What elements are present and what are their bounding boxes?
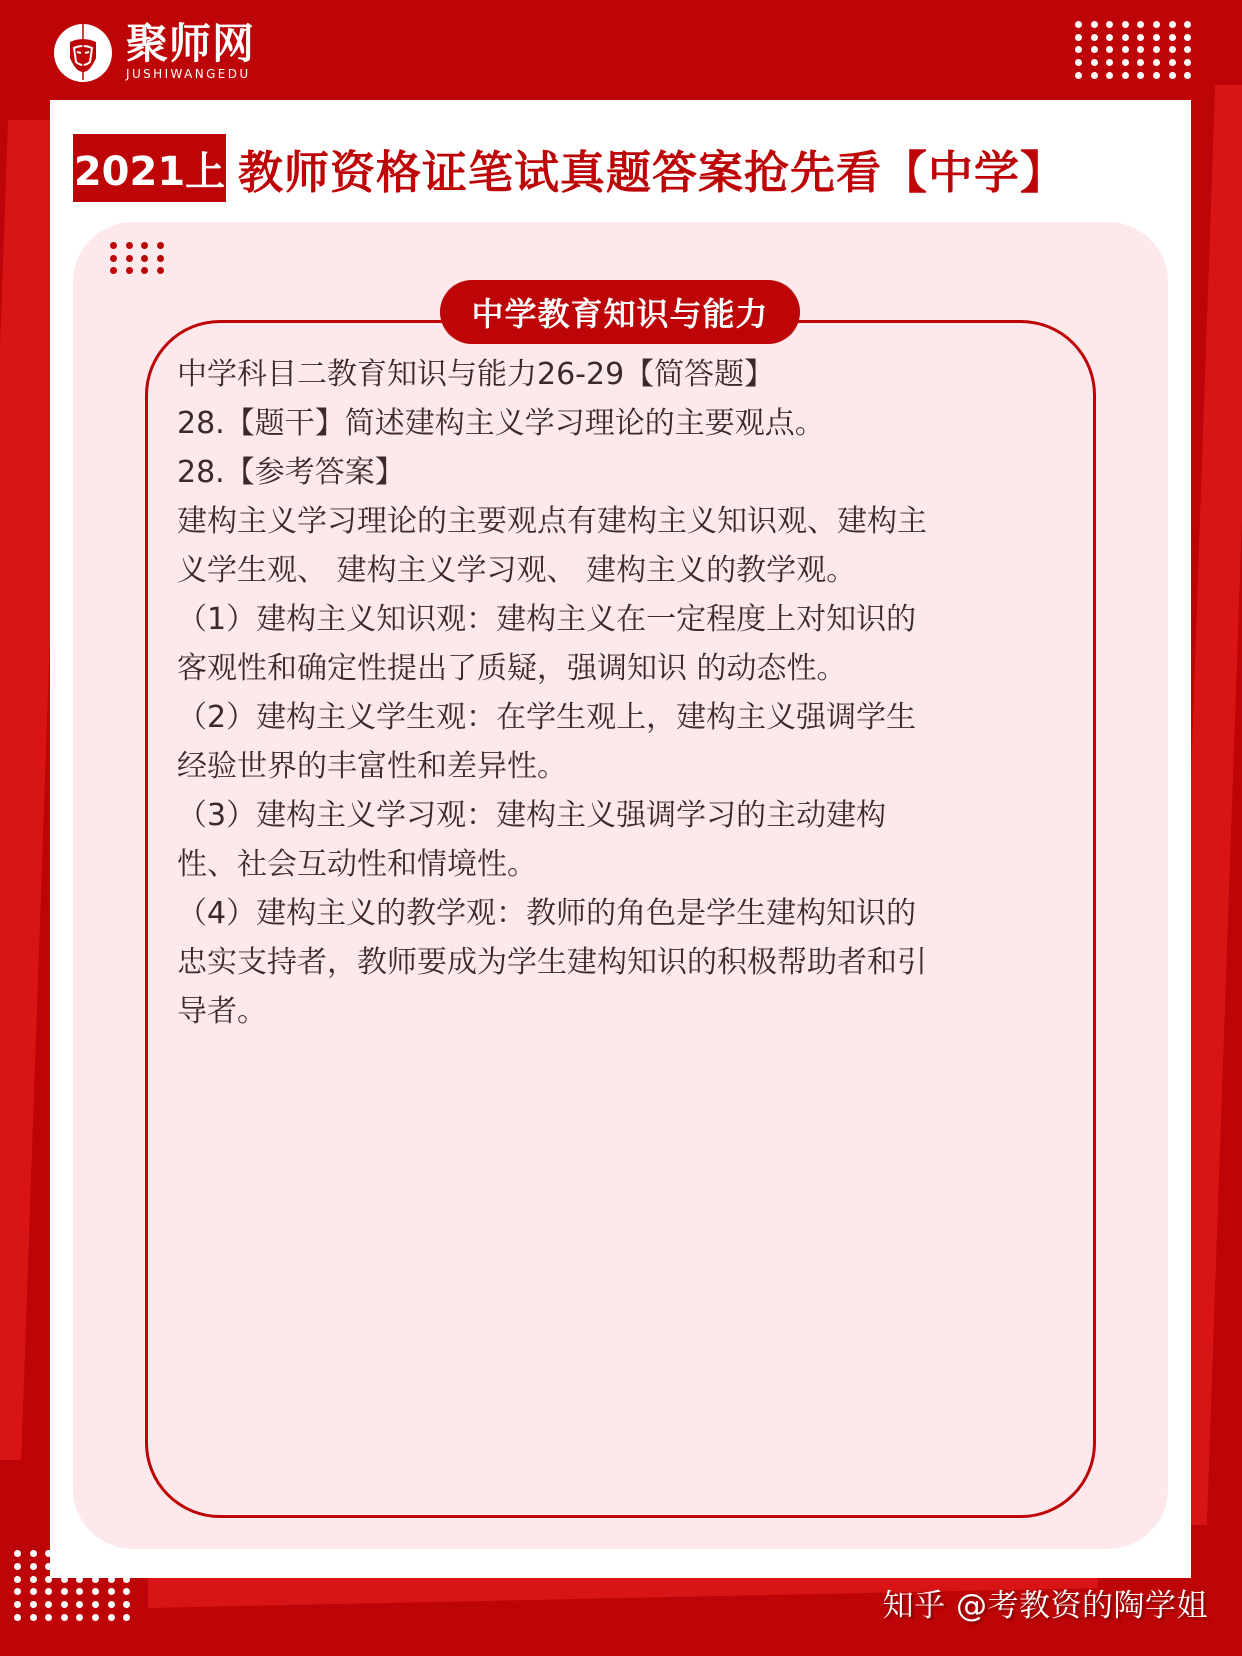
answer-line: 性、社会互动性和情境性。 (177, 847, 537, 882)
answer-content (177, 350, 1057, 1036)
year-badge: 2021上 (73, 134, 226, 202)
answer-line: （1）建构主义知识观：建构主义在一定程度上对知识的 (177, 602, 917, 637)
answer-line: （2）建构主义学生观：在学生观上，建构主义强调学生 (177, 700, 917, 735)
answer-line: 忠实支持者，教师要成为学生建构知识的积极帮助者和引 (177, 945, 927, 980)
page-title: 教师资格证笔试真题答案抢先看【中学】 (238, 145, 1067, 199)
brand-logo (50, 18, 255, 84)
answer-line: 建构主义学习理论的主要观点有建构主义知识观、建构主 (177, 504, 927, 539)
content-card (50, 100, 1191, 1578)
answer-heading: 28.【参考答案】 (177, 455, 405, 490)
watermark: 知乎 @考教资的陶学姐 (882, 1588, 1208, 1624)
question-stem: 28.【题干】简述建构主义学习理论的主要观点。 (177, 406, 825, 441)
answer-line: 客观性和确定性提出了质疑，强调知识 的动态性。 (177, 651, 847, 686)
section-label: 中学教育知识与能力 (440, 280, 800, 344)
answer-line: 义学生观、 建构主义学习观、 建构主义的教学观。 (177, 553, 857, 588)
answer-line: 经验世界的丰富性和差异性。 (177, 749, 567, 784)
decorative-dot-grid-top (1075, 21, 1200, 84)
brand-subtitle: JUSHIWANGEDU (126, 67, 251, 81)
brand-name: 聚师网 (126, 19, 256, 68)
answer-line: （3）建构主义学习观：建构主义强调学习的主动建构 (177, 798, 887, 833)
title-row (73, 134, 1066, 202)
decorative-dot-grid-panel (110, 242, 172, 280)
answer-line: 导者。 (177, 994, 267, 1029)
subject-heading: 中学科目二教育知识与能力26-29【简答题】 (177, 357, 775, 392)
lion-head-icon (50, 18, 116, 84)
answer-line: （4）建构主义的教学观：教师的角色是学生建构知识的 (177, 896, 917, 931)
decorative-dot-grid-bottom (14, 1550, 139, 1627)
